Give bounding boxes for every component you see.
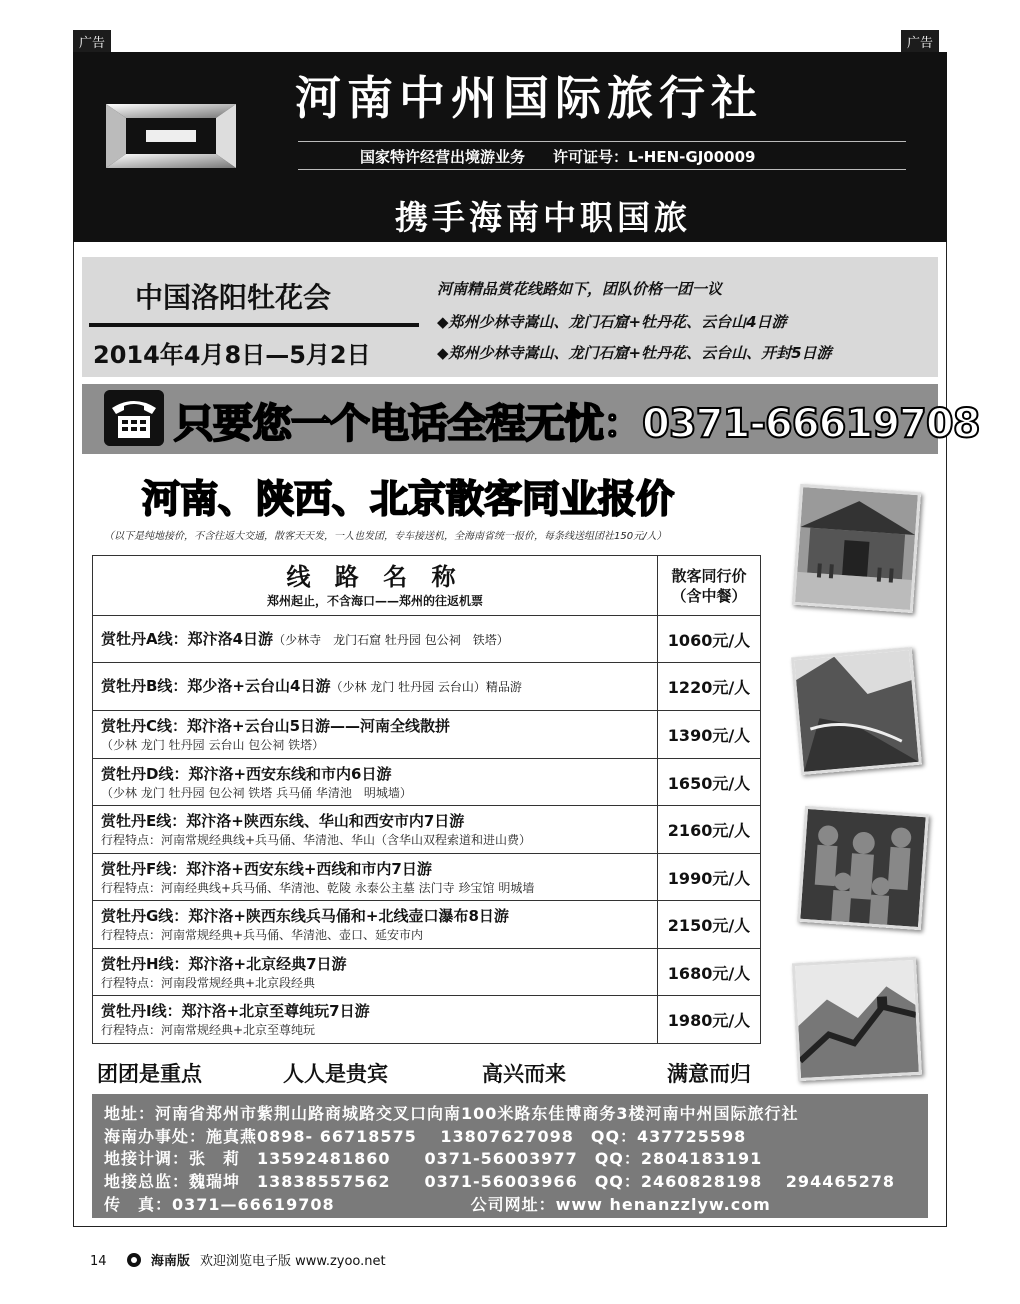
route-price: 1980元/人 — [658, 996, 761, 1044]
contact-hainan-office: 海南办事处：施真燕0898- 66718575 13807627098 QQ：437725598 — [104, 1127, 747, 1146]
telephone-icon — [104, 390, 164, 446]
route-detail: （少林 龙门 牡丹园 云台山 包公祠 铁塔） — [101, 738, 325, 752]
header-route-title: 线 路 名 称 — [286, 562, 464, 591]
ad-tag-right: 广告 — [901, 30, 939, 53]
route-price: 1220元/人 — [658, 663, 761, 711]
divider — [298, 141, 906, 142]
route-price: 1060元/人 — [658, 616, 761, 663]
header-price-title: 散客同行价 — [671, 566, 747, 585]
route-cell — [93, 854, 658, 901]
route-price: 1990元/人 — [658, 854, 761, 901]
table-row — [93, 759, 761, 806]
contact-address: 地址：河南省郑州市紫荆山路商城路交叉口向南100米路东佳博商务3楼河南中州国际旅行社 — [104, 1104, 799, 1123]
route-price: 1680元/人 — [658, 949, 761, 996]
header-price-subtitle: （含中餐） — [671, 586, 747, 605]
table-row — [93, 806, 761, 854]
table-row — [93, 901, 761, 949]
route-cell — [93, 759, 658, 806]
route-cell — [93, 711, 658, 759]
contact-director: 地接总监：魏瑞坤 13838557562 0371-56003966 QQ：2460828198 294465278 — [104, 1172, 895, 1191]
slogan-item: 高兴而来 — [482, 1062, 566, 1086]
route-name: 赏牡丹C线：郑汴洛+云台山5日游——河南全线散拼 — [101, 717, 451, 735]
table-row — [93, 854, 761, 901]
route-name: 赏牡丹E线：郑汴洛+陕西东线、华山和西安市内7日游 — [101, 812, 465, 830]
license-number: 许可证号：L-HEN-GJ00009 — [553, 148, 756, 166]
route-name: 赏牡丹F线：郑汴洛+西安东线+西线和市内7日游 — [101, 859, 432, 878]
peony-title: 中国洛阳牡花会 — [135, 281, 332, 314]
route-price: 2160元/人 — [658, 806, 761, 854]
table-row — [93, 711, 761, 759]
footer-text: 欢迎浏览电子版 www.zyoo.net — [199, 1254, 386, 1269]
table-row — [93, 616, 761, 663]
slogan-item: 团团是重点 — [97, 1062, 202, 1086]
route-detail: 行程特点：河南段常规经典+北京段经典 — [101, 975, 316, 990]
table-row — [93, 996, 761, 1044]
header-price — [658, 556, 761, 616]
slogan-item: 满意而归 — [667, 1062, 751, 1086]
route-detail: 行程特点：河南经典线+兵马俑、华清池、乾陵 永泰公主墓 法门寺 珍宝馆 明城墙 — [101, 880, 535, 895]
quote-note: （以下是纯地接价，不含往返大交通，散客天天发，一人也发团，专车接送机，全海南省统一报价，每条线送组团社150元/人） — [104, 531, 667, 542]
route-price-table — [92, 555, 761, 1044]
route-cell — [93, 806, 658, 854]
route-detail: 行程特点：河南常规经典+北京至尊纯玩 — [101, 1023, 316, 1037]
peony-note: 河南精品赏花线路如下，团队价格一团一议 — [437, 280, 723, 298]
peony-note: ◆郑州少林寺嵩山、龙门石窟+牡丹花、云台山4日游 — [437, 313, 787, 331]
company-name: 河南中州国际旅行社 — [295, 71, 763, 125]
route-cell — [93, 616, 658, 663]
route-price: 1390元/人 — [658, 711, 761, 759]
route-cell — [93, 996, 658, 1044]
route-detail: 行程特点：河南常规经典线+兵马俑、华清池、华山（含华山双程索道和进山费） — [101, 833, 532, 847]
table-row — [93, 663, 761, 711]
route-name: 赏牡丹B线：郑少洛+云台山4日游 — [101, 677, 331, 695]
route-tag: （少林寺 龙门石窟 牡丹园 包公祠 铁塔） — [273, 632, 509, 647]
contact-planner: 地接计调：张 莉 13592481860 0371-56003977 QQ：2804183191 — [104, 1149, 763, 1168]
peony-note: ◆郑州少林寺嵩山、龙门石窟+牡丹花、云台山、开封5日游 — [437, 344, 832, 362]
header-slogan: 携手海南中职国旅 — [395, 198, 691, 237]
divider — [89, 323, 419, 327]
route-price: 1650元/人 — [658, 759, 761, 806]
quote-title: 河南、陕西、北京散客同业报价 — [142, 477, 675, 521]
license-info — [360, 146, 755, 167]
route-name: 赏牡丹A线：郑汴洛4日游 — [101, 629, 274, 648]
route-price: 2150元/人 — [658, 901, 761, 949]
license-scope: 国家特许经营出境游业务 — [360, 148, 526, 166]
mountain-cliff-photo — [791, 647, 922, 775]
route-detail: 行程特点：河南常规经典+兵马俑、华清池、壶口、延安市内 — [101, 928, 424, 942]
slogan-item: 人人是贵宾 — [283, 1062, 388, 1086]
page-number: 14 — [90, 1254, 107, 1269]
edition-label: 海南版 — [150, 1254, 190, 1269]
phone-slogan: 只要您一个电话全程无忧：0371-66619708 — [174, 401, 980, 447]
header-route-name — [93, 556, 658, 616]
table-row — [93, 949, 761, 996]
divider — [298, 169, 906, 170]
peony-date: 2014年4月8日—5月2日 — [93, 341, 371, 369]
great-wall-photo — [792, 957, 922, 1081]
route-name: 赏牡丹D线：郑汴洛+西安东线和市内6日游 — [101, 764, 392, 783]
magazine-logo-icon — [127, 1253, 141, 1267]
route-name: 赏牡丹H线：郑汴洛+北京经典7日游 — [101, 954, 347, 973]
route-name: 赏牡丹G线：郑汴洛+陕西东线兵马俑和+北线壶口瀑布8日游 — [101, 907, 509, 925]
page-footer — [90, 1250, 386, 1269]
company-logo — [96, 92, 246, 180]
table-header-row — [93, 556, 761, 616]
route-tag: （少林 龙门 牡丹园 云台山）精品游 — [330, 680, 522, 694]
route-cell — [93, 901, 658, 949]
terracotta-warriors-photo — [797, 806, 929, 930]
route-cell — [93, 949, 658, 996]
shaolin-temple-photo — [792, 484, 921, 613]
ad-tag-left: 广告 — [73, 30, 111, 53]
contact-fax-website: 传 真：0371—66619708 公司网址：www henanzzlyw.com — [104, 1195, 771, 1214]
header-route-subtitle: 郑州起止，不含海口——郑州的往返机票 — [266, 593, 483, 608]
route-detail: （少林 龙门 牡丹园 包公祠 铁塔 兵马俑 华清池 明城墙） — [101, 785, 412, 800]
route-name: 赏牡丹I线：郑汴洛+北京至尊纯玩7日游 — [101, 1002, 370, 1020]
route-cell — [93, 663, 658, 711]
